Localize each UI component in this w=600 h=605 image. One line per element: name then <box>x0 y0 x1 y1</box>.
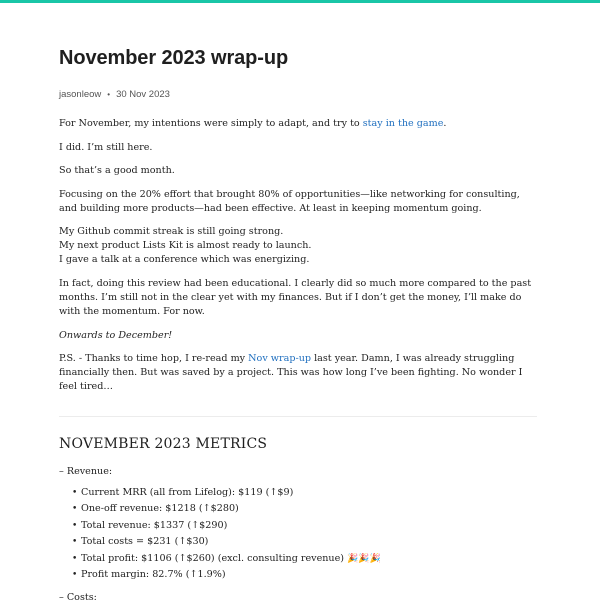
paragraph-achievements: My Github commit streak is still going strong. My next product Lists Kit is almost ready to launch. I gave a talk at a conference which was energizing. <box>59 226 312 266</box>
paragraph-ps: P.S. - Thanks to time hop, I re-read my Nov wrap-up last year. Damn, I was already struggling financially then. But was saved by a project. This was how long I’ve been fighting. No wonder I feel tired… <box>59 353 523 393</box>
paragraph-good-month: So that’s a good month. <box>59 165 175 177</box>
post-date: 30 Nov 2023 <box>116 88 170 100</box>
paragraph-review: In fact, doing this review had been educational. I clearly did so much more compared to the past months. I’m still not in the clear yet with my finances. But if I don’t get the money, I’ll make do with the momentum. For now. <box>59 277 532 317</box>
revenue-label: – Revenue: <box>59 465 113 477</box>
meta-separator: • <box>107 89 111 99</box>
list-item: • One-off revenue: $1218 (↑$280) <box>72 503 239 515</box>
article <box>59 46 537 605</box>
party-popper-icon: 🎉🎉🎉 <box>347 553 381 564</box>
list-item: • Total revenue: $1337 (↑$290) <box>72 519 228 531</box>
paragraph-onwards: Onwards to December! <box>59 329 173 341</box>
metrics-heading: NOVEMBER 2023 METRICS <box>59 436 268 453</box>
post-body <box>59 117 537 394</box>
list-item: • Total profit: $1106 (↑$260) (excl. consulting revenue) 🎉🎉🎉 <box>72 551 537 568</box>
section-divider <box>59 416 537 417</box>
list-item: • Total costs = $231 (↑$30) <box>72 536 209 548</box>
post-meta <box>59 88 537 100</box>
paragraph-still-here: I did. I’m still here. <box>59 141 153 153</box>
stay-in-the-game-link[interactable]: stay in the game <box>362 118 444 129</box>
paragraph-intentions: For November, my intentions were simply to adapt, and try to stay in the game. <box>59 118 447 129</box>
nov-wrap-up-link[interactable]: Nov wrap-up <box>248 353 312 365</box>
author-link[interactable]: jasonleow <box>59 88 102 100</box>
revenue-list <box>59 485 537 584</box>
post-title: November 2023 wrap-up <box>59 47 289 69</box>
costs-label: – Costs: <box>59 591 97 603</box>
list-item: • Profit margin: 82.7% (↑1.9%) <box>72 569 226 581</box>
paragraph-focus: Focusing on the 20% effort that brought 80% of opportunities—like networking for consulting, and building more products—had been effective. At least in keeping momentum going. <box>59 188 520 214</box>
top-accent-bar <box>0 0 600 3</box>
list-item: • Current MRR (all from Lifelog): $119 (↑$9) <box>72 486 294 498</box>
